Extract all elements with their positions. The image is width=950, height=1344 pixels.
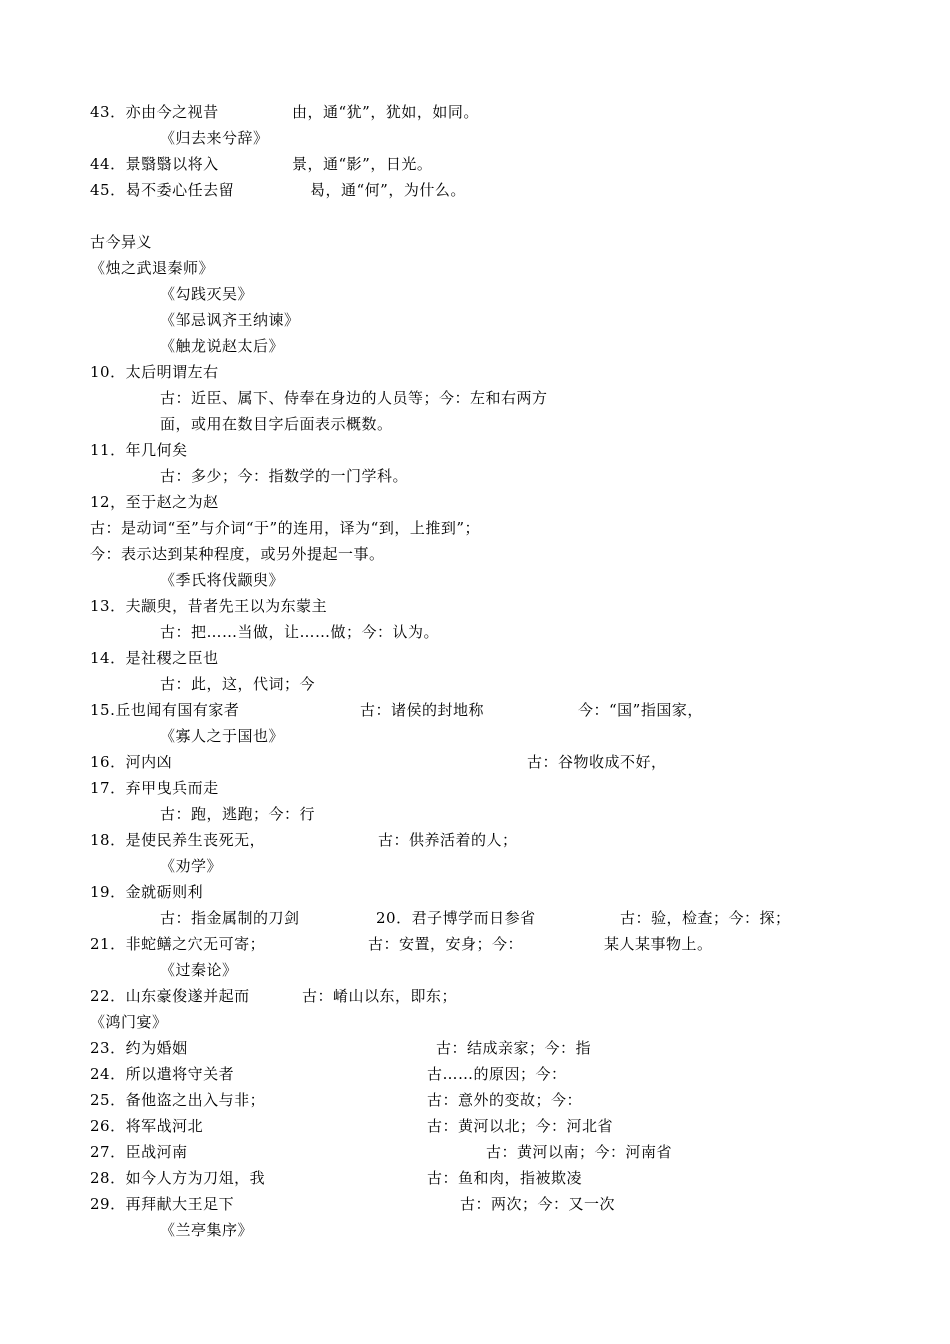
text-line: 18．是使民养生丧死无， [90, 831, 266, 849]
text-line: 古：意外的变故；今： [427, 1091, 583, 1109]
text-line: 古：诸侯的封地称 [360, 701, 485, 719]
text-line: 古……的原因；今： [427, 1065, 567, 1083]
text-line: 21．非蛇鳝之穴无可寄； [90, 935, 266, 953]
book-title: 《触龙说赵太后》 [160, 337, 285, 355]
text-line: 曷，通“何”，为什么。 [310, 181, 466, 199]
text-line: 古：指金属制的刀剑 [160, 909, 300, 927]
book-title: 《鸿门宴》 [90, 1013, 168, 1031]
text-line: 25．备他盗之出入与非； [90, 1091, 266, 1109]
text-line: 43．亦由今之视昔 [90, 103, 219, 121]
book-title: 《兰亭集序》 [160, 1221, 254, 1239]
text-line: 面，或用在数目字后面表示概数。 [160, 415, 393, 433]
book-title: 《烛之武退秦师》 [90, 259, 215, 277]
text-line: 45．曷不委心任去留 [90, 181, 235, 199]
text-line: 20．君子博学而日参省 [376, 909, 536, 927]
text-line: 古：黄河以南；今：河南省 [486, 1143, 673, 1161]
text-line: 27．臣战河南 [90, 1143, 188, 1161]
text-line: 26．将军战河北 [90, 1117, 204, 1135]
text-line: 19．金就砺则利 [90, 883, 204, 901]
text-line: 10．太后明谓左右 [90, 363, 219, 381]
text-line: 11．年几何矣 [90, 441, 188, 459]
text-line: 古：多少；今：指数学的一门学科。 [160, 467, 409, 485]
text-line: 23．约为婚姻 [90, 1039, 188, 1057]
text-line: 古：把……当做，让……做；今：认为。 [160, 623, 440, 641]
text-line: 44．景翳翳以将入 [90, 155, 219, 173]
text-line: 古：结成亲家；今：指 [436, 1039, 592, 1057]
text-line: 古：近臣、属下、侍奉在身边的人员等；今：左和右两方 [160, 389, 548, 407]
text-line: 古：崤山以东，即东； [302, 987, 458, 1005]
text-line: 15.丘也闻有国有家者 [90, 701, 240, 719]
text-line: 某人某事物上。 [604, 935, 713, 953]
text-line: 景，通“影”，日光。 [292, 155, 433, 173]
text-line: 今：表示达到某种程度，或另外提起一事。 [90, 545, 385, 563]
text-line: 29．再拜献大王足下 [90, 1195, 235, 1213]
text-line: 17．弃甲曳兵而走 [90, 779, 219, 797]
text-line: 16．河内凶 [90, 753, 173, 771]
book-title: 《归去来兮辞》 [160, 129, 269, 147]
text-line: 古：两次；今：又一次 [460, 1195, 616, 1213]
book-title: 《邹忌讽齐王纳谏》 [160, 311, 300, 329]
text-line: 古：谷物收成不好， [527, 753, 667, 771]
text-line: 13．夫颛臾，昔者先王以为东蒙主 [90, 597, 328, 615]
book-title: 《劝学》 [160, 857, 223, 875]
text-line: 古：此，这，代词；今 [160, 675, 316, 693]
text-line: 古：是动词“至”与介词“于”的连用，译为“到，上推到”； [90, 519, 481, 537]
book-title: 《季氏将伐颛臾》 [160, 571, 285, 589]
text-line: 古：安置，安身；今： [368, 935, 524, 953]
text-line: 古：验，检查；今：探； [620, 909, 791, 927]
text-line: 古：黄河以北；今：河北省 [427, 1117, 614, 1135]
book-title: 《勾践灭吴》 [160, 285, 254, 303]
text-line: 古：跑，逃跑；今：行 [160, 805, 316, 823]
text-line: 28．如今人方为刀俎，我 [90, 1169, 266, 1187]
book-title: 《寡人之于国也》 [160, 727, 285, 745]
text-line: 14．是社稷之臣也 [90, 649, 219, 667]
text-line: 今：“国”指国家， [578, 701, 703, 719]
text-line: 24．所以遣将守关者 [90, 1065, 235, 1083]
text-line: 22．山东豪俊遂并起而 [90, 987, 250, 1005]
text-line: 古：供养活着的人； [378, 831, 518, 849]
text-line: 12，至于赵之为赵 [90, 493, 219, 511]
book-title: 《过秦论》 [160, 961, 238, 979]
text-line: 古：鱼和肉，指被欺凌 [427, 1169, 583, 1187]
text-line: 由，通“犹”，犹如，如同。 [292, 103, 479, 121]
section-heading: 古今异义 [90, 233, 153, 251]
